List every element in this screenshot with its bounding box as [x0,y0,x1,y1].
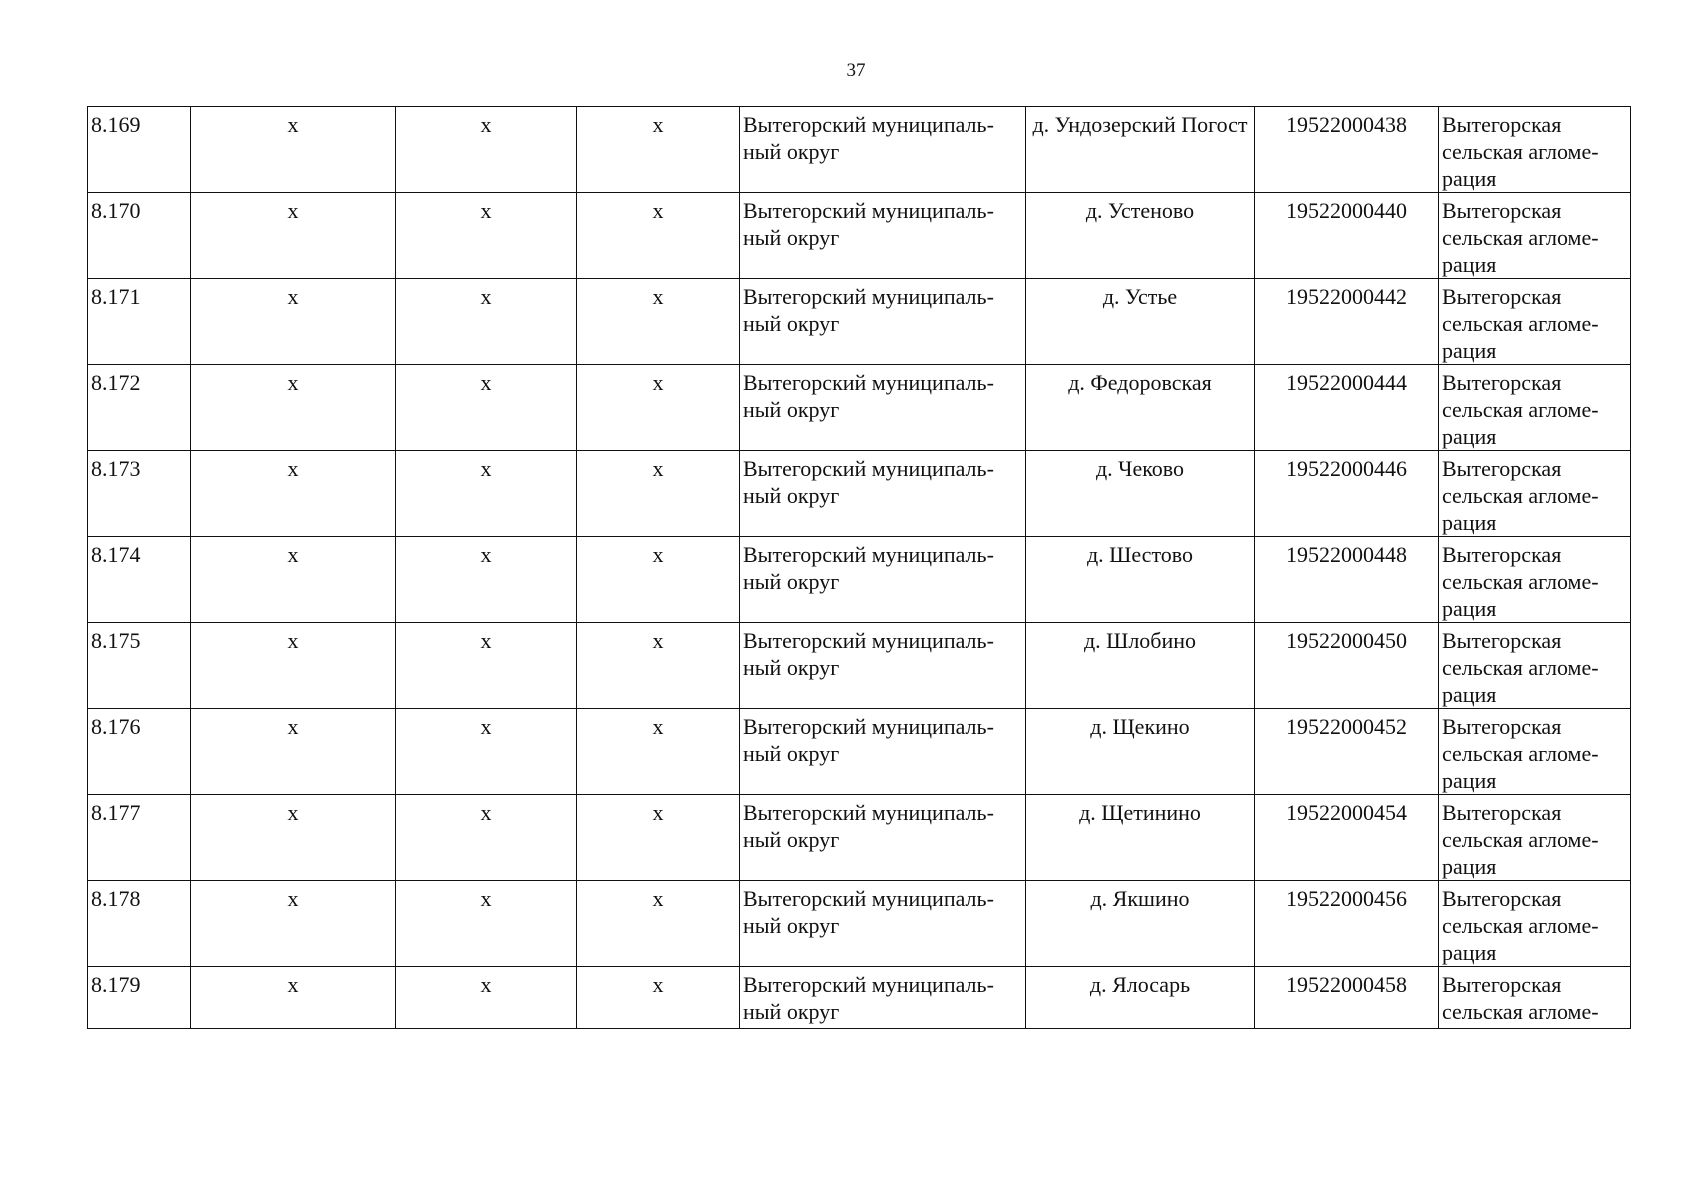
row-number: 8.178 [88,881,191,967]
table-row [88,107,1631,193]
agglomeration-cell: Вытегорская сельская агломе-рация [1439,623,1631,709]
settlement-cell: д. Чеково [1026,451,1255,537]
settlement-cell: д. Федоровская [1026,365,1255,451]
cell-x: x [191,193,396,279]
cell-x: x [577,795,740,881]
district-cell: Вытегорский муниципаль-ный округ [740,881,1026,967]
oktmo-code-cell: 19522000452 [1255,709,1439,795]
district-cell: Вытегорский муниципаль-ный округ [740,193,1026,279]
oktmo-code-cell: 19522000444 [1255,365,1439,451]
cell-x: x [396,881,577,967]
cell-x: x [577,537,740,623]
cell-x: x [396,795,577,881]
cell-x: x [191,881,396,967]
settlement-cell: д. Ундозерский Погост [1026,107,1255,193]
row-number: 8.171 [88,279,191,365]
settlement-cell: д. Щетинино [1026,795,1255,881]
page-number: 37 [846,60,866,81]
oktmo-code-cell: 19522000446 [1255,451,1439,537]
cell-x: x [577,193,740,279]
row-number: 8.169 [88,107,191,193]
table-row [88,709,1631,795]
cell-x: x [396,709,577,795]
agglomeration-cell: Вытегорская сельская агломе-рация [1439,881,1631,967]
cell-x: x [191,279,396,365]
oktmo-code-cell: 19522000440 [1255,193,1439,279]
district-cell: Вытегорский муниципаль-ный округ [740,537,1026,623]
cell-x: x [191,537,396,623]
cell-x: x [396,967,577,1029]
cell-x: x [191,709,396,795]
settlement-cell: д. Устье [1026,279,1255,365]
row-number: 8.177 [88,795,191,881]
agglomeration-cell: Вытегорская сельская агломе-рация [1439,365,1631,451]
district-cell: Вытегорский муниципаль-ный округ [740,967,1026,1029]
cell-x: x [396,537,577,623]
cell-x: x [191,451,396,537]
cell-x: x [577,881,740,967]
agglomeration-cell: Вытегорская сельская агломе-рация [1439,107,1631,193]
row-number: 8.170 [88,193,191,279]
oktmo-code-cell: 19522000454 [1255,795,1439,881]
cell-x: x [191,967,396,1029]
district-cell: Вытегорский муниципаль-ный округ [740,623,1026,709]
row-number: 8.174 [88,537,191,623]
cell-x: x [577,451,740,537]
cell-x: x [577,623,740,709]
district-cell: Вытегорский муниципаль-ный округ [740,709,1026,795]
cell-x: x [577,107,740,193]
table-row [88,795,1631,881]
cell-x: x [396,451,577,537]
row-number: 8.175 [88,623,191,709]
cell-x: x [191,107,396,193]
cell-x: x [396,279,577,365]
table-row [88,967,1631,1029]
oktmo-code-cell: 19522000442 [1255,279,1439,365]
cell-x: x [396,623,577,709]
cell-x: x [191,365,396,451]
agglomeration-cell: Вытегорская сельская агломе-рация [1439,193,1631,279]
settlement-cell: д. Ялосарь [1026,967,1255,1029]
cell-x: x [396,107,577,193]
table-row [88,279,1631,365]
cell-x: x [577,365,740,451]
cell-x: x [396,193,577,279]
cell-x: x [191,795,396,881]
district-cell: Вытегорский муниципаль-ный округ [740,451,1026,537]
district-cell: Вытегорский муниципаль-ный округ [740,107,1026,193]
table-row [88,881,1631,967]
district-cell: Вытегорский муниципаль-ный округ [740,365,1026,451]
table-row [88,451,1631,537]
settlement-cell: д. Щекино [1026,709,1255,795]
table-row [88,365,1631,451]
table-row [88,623,1631,709]
settlement-cell: д. Шестово [1026,537,1255,623]
agglomeration-cell: Вытегорская сельская агломе-рация [1439,451,1631,537]
oktmo-code-cell: 19522000450 [1255,623,1439,709]
agglomeration-cell: Вытегорская сельская агломе-рация [1439,709,1631,795]
settlement-cell: д. Якшино [1026,881,1255,967]
district-cell: Вытегорский муниципаль-ный округ [740,279,1026,365]
agglomeration-cell: Вытегорская сельская агломе- [1439,967,1631,1029]
settlement-cell: д. Устеново [1026,193,1255,279]
agglomeration-cell: Вытегорская сельская агломе-рация [1439,537,1631,623]
cell-x: x [577,279,740,365]
row-number: 8.173 [88,451,191,537]
oktmo-code-cell: 19522000458 [1255,967,1439,1029]
cell-x: x [577,709,740,795]
row-number: 8.172 [88,365,191,451]
cell-x: x [191,623,396,709]
row-number: 8.176 [88,709,191,795]
oktmo-code-cell: 19522000456 [1255,881,1439,967]
oktmo-code-cell: 19522000438 [1255,107,1439,193]
settlements-table [87,106,1631,1029]
cell-x: x [577,967,740,1029]
oktmo-code-cell: 19522000448 [1255,537,1439,623]
district-cell: Вытегорский муниципаль-ный округ [740,795,1026,881]
row-number: 8.179 [88,967,191,1029]
table-row [88,193,1631,279]
agglomeration-cell: Вытегорская сельская агломе-рация [1439,279,1631,365]
agglomeration-cell: Вытегорская сельская агломе-рация [1439,795,1631,881]
settlement-cell: д. Шлобино [1026,623,1255,709]
cell-x: x [396,365,577,451]
table-row [88,537,1631,623]
